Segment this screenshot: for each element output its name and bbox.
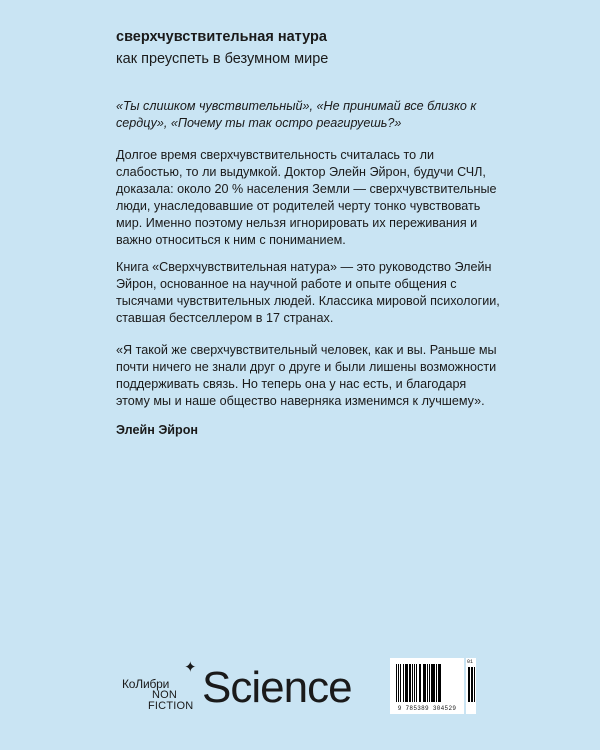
barcode-bars bbox=[396, 664, 458, 702]
back-cover-text bbox=[116, 28, 501, 439]
author-name: Элейн Эйрон bbox=[116, 423, 199, 437]
kolibri-logo-icon: ✦ bbox=[184, 659, 197, 676]
barcode-addon bbox=[466, 658, 476, 714]
isbn-barcode bbox=[390, 658, 464, 714]
publisher-brand: КоЛибри bbox=[122, 677, 170, 691]
author-quote: «Я такой же сверхчувствительный человек, как и вы. Раньше мы почти ничего не знали друг о друге и были лишены возможности поддерживать связь. Но теперь она у нас есть, и благодаря этому мы и наше общество наверняка изменимся к лучшему». bbox=[116, 343, 497, 408]
imprint-name: Science bbox=[202, 663, 352, 712]
publisher-logo bbox=[122, 659, 352, 712]
series-label-line-1: NON bbox=[152, 689, 178, 701]
book-title: сверхчувствительная натура bbox=[116, 29, 327, 45]
description-paragraph-2: Книга «Сверхчувствительная натура» — это руководство Элейн Эйрон, основанное на научной работе и опыте общения с тысячами чувствительных людей. Классика мировой психологии, ставшая бестселлером в 17 странах. bbox=[116, 260, 500, 325]
series-label-line-2: FICTION bbox=[148, 700, 194, 712]
description-paragraph-1: Долгое время сверхчувствительность считалась то ли слабостью, то ли выдумкой. Доктор Элейн Эйрон, будучи СЧЛ, доказала: около 20 % населения Земли — сверхчувствительные люди, унаследовавшие от родителей черту тонко чувствовать мир. Именно поэтому нельзя игнорировать их переживания и важно относиться к ним с пониманием. bbox=[116, 148, 497, 247]
barcode-addon-number: 01 bbox=[467, 659, 474, 665]
lead-quote: «Ты слишком чувствительный», «Не принимай все близко к сердцу», «Почему ты так остро реагируешь?» bbox=[116, 99, 477, 130]
book-subtitle: как преуспеть в безумном мире bbox=[116, 51, 329, 67]
isbn-number: 9 785389 304529 bbox=[397, 705, 457, 712]
